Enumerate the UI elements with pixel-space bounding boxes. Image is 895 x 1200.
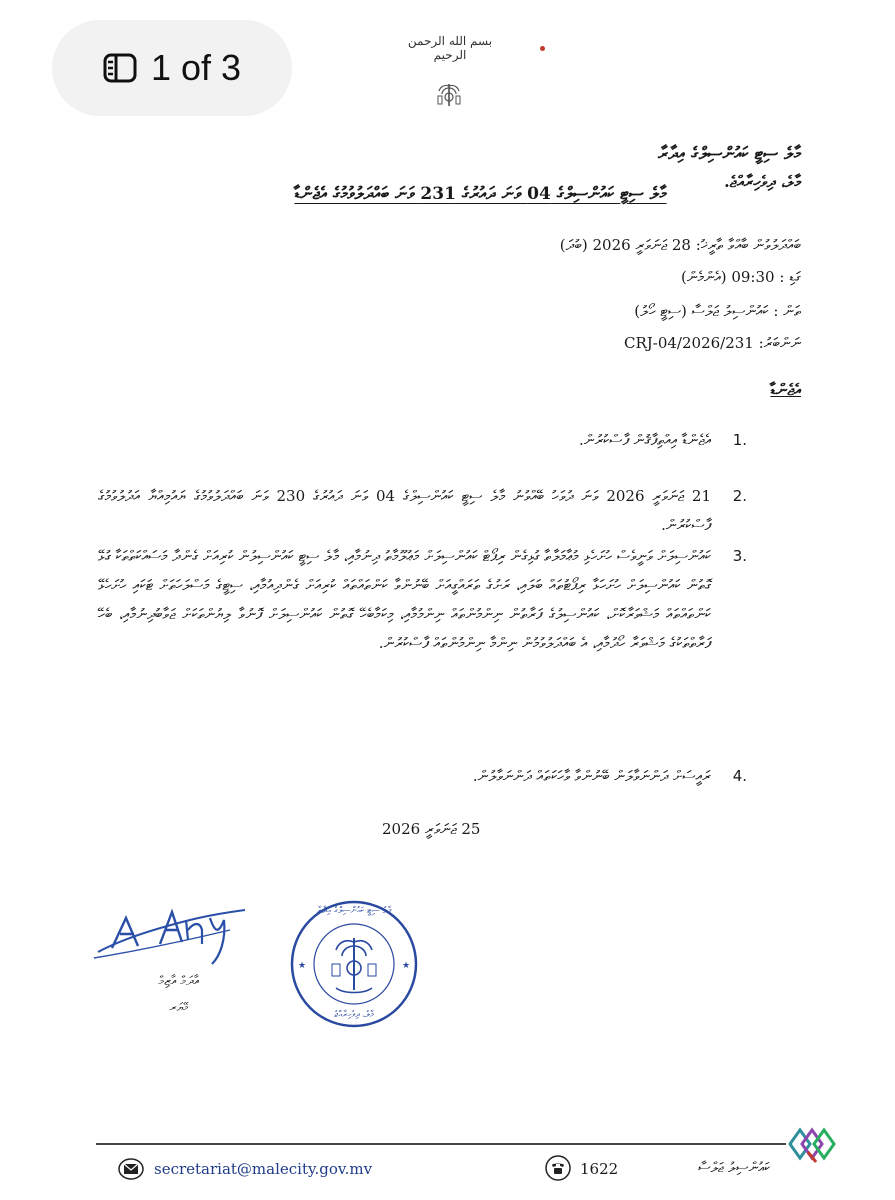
- agenda-item-text: 21 ޖަނަވަރީ 2026 ވަނަ ދުވަހު ބޭއްވުނު މާލެ ސިޓީ ކައުންސިލްގެ 04 ވަނަ ދައުރުގެ 230 ވަނަ ބައްދަލުވުމުގެ ޔައުމިއްޔާ އަދުލުވުމުގެ ފާސްކުރުން.: [98, 487, 712, 534]
- page-indicator-label: 1 of 3: [150, 47, 242, 88]
- council-name: މާލެ ސިޓީ ކައުންސިލްގެ އިދާރާ: [658, 144, 801, 164]
- agenda-item-text: ރައީސަށް ދަންނަވާލަން ބޭނުންވާ ވާހަކަތައް ދަންނަވާލުން.: [472, 767, 711, 785]
- emblem-red-mark: [540, 46, 545, 51]
- email-icon: [118, 1158, 144, 1180]
- footer-divider: [96, 1143, 786, 1145]
- agenda-item-number: 3.: [732, 547, 747, 565]
- footer-org-name: ކައުންސިލު ޖަލްސާ: [698, 1160, 770, 1176]
- phone-icon: [545, 1155, 571, 1181]
- reference-label: ނަންބަރު:: [758, 334, 801, 352]
- signatory-name: އާދަމް އާޒިމް: [158, 974, 200, 989]
- bismillah-calligraphy: بسم الله الرحمن الرحيم: [407, 34, 493, 62]
- svg-text:★: ★: [298, 961, 307, 971]
- agenda-item-number: 2.: [732, 487, 747, 505]
- footer-email[interactable]: secretariat@malecity.gov.mv: [154, 1160, 373, 1178]
- reference-row: [461, 334, 801, 352]
- meeting-date: ބައްދަލުވުން ބާއްވާ ތާރީޚު: 28 ޖަނަވަރީ 2026 (ބުދަ): [559, 236, 801, 254]
- agenda-item-text: ކައުންސިލަށް ވަނީވެސް ހުށަހެޅި މުޢާމަލާތާ ގުޅިގެން ރިޕޯޓް ކައުންސިލަށް މަޢުލޫމާތު ދިނުމާއި، މާލެ ސިޓީ ކައުންސިލުން ކުރިއަށް ގެންދާ މަސައްކަތްތަކާ ގުޅޭ ގޮތުން ކައުންސިލަށް ހުށަހަޅާ ރިޕޯޓުތައް ބަލައި، ރަށުގެ ތަރައްގީއަށް ބޭނުންވާ ކަންތައްތައް ކުރިއަށް ގެންދިއުމާއި، ސިޓީގެ މަސްލަހަތަށް ޓަކައި ހުށަހެޅޭ ކަންތައްތައް މަޝްވަރާކޮށް، ކައުންސިލުގެ ފަރާތުން ނިންމުންތައް ނިންމުމާއި، މިކަމާބެހޭ ގޮތުން ކައުންސިލަށް ފޮނުވާ ލިޔުންތަކަށް ޖަވާބުދިނުމާއި، ބެހޭ ފަރާތްތަކުގެ މަޝްވަރާ ހޯދުމާއި، އެ ބައްދަލުވުމުން ނިންމާ ނިންމުންތައް ފާސްކުރުން.: [98, 547, 711, 652]
- agenda-item-number: 1.: [732, 431, 747, 449]
- svg-text:★: ★: [402, 961, 411, 971]
- agenda-item-number: 4.: [732, 767, 747, 785]
- signatory-role: މޭޔަރ: [169, 1000, 189, 1014]
- handwritten-signature: [90, 890, 250, 970]
- footer-phone[interactable]: 1622: [580, 1160, 619, 1178]
- state-emblem-icon: [432, 78, 466, 112]
- sidebar-panel-icon: [103, 53, 137, 83]
- meeting-place: ތަން : ކައުންސިލު ޖަލްސާ (ސިޓީ ހޯލު): [634, 302, 801, 320]
- document-title: މާލެ ސިޓީ ކައުންސިލްގެ 04 ވަނަ ދައުރުގެ 231 ވަނަ ބައްދަލުވުމުގެ އެޖެންޑާ: [294, 184, 667, 204]
- agenda-item-text: އެޖެންޑާ އިއްތިފާޤުން ފާސްކުރުން.: [579, 431, 711, 449]
- council-city: މާލެ، ދިވެހިރާއްޖެ.: [724, 172, 801, 191]
- page-indicator[interactable]: [52, 20, 292, 116]
- meeting-time: ގަޑި : 09:30 (އެންމެން): [680, 268, 801, 286]
- seal-text-bottom: މާލެ، ދިވެހިރާއްޖެ: [334, 1010, 374, 1020]
- reference-number: CRJ-04/2026/231: [623, 334, 754, 352]
- issue-date: 25 ޖަނަވަރީ 2026: [382, 820, 481, 838]
- city-council-logo-icon: [784, 1122, 840, 1166]
- agenda-heading: އެޖެންޑާ: [770, 380, 801, 399]
- seal-text-top: މާލެ ސިޓީ ކައުންސިލްގެ އިދާރާ: [316, 906, 392, 916]
